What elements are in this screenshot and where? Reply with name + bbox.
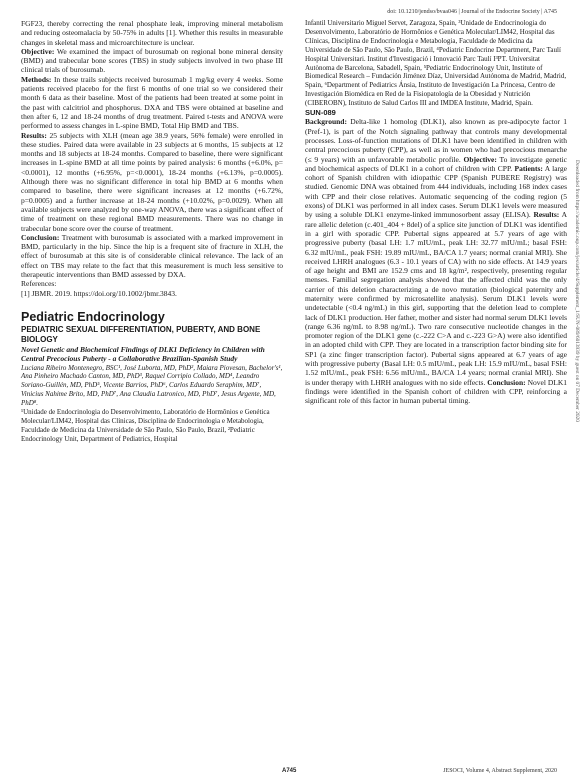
page-number: A745 <box>282 768 297 774</box>
conclusion-text: Novel DLK1 findings were identified in the Spanish cohort of children with CPP, reinforcing a significant role of this factor in human pubertal timing. <box>305 377 568 406</box>
intro-paragraph: FGF23, thereby correcting the renal phosphate leak, improving mineral metabolism and reducing osteomalacia by 50-75% in adults [1]. Whether this results in measurable changes in skeletal mass and microarchitecture is unclear. <box>21 19 283 47</box>
results-label: Results: <box>21 130 47 140</box>
methods-paragraph <box>21 75 283 131</box>
results-text: 25 subjects with XLH (mean age 38.9 years, 56% female) were enrolled in these studies. Paired data were available in 23 subjects at 6 months, 15 subjects at 12 months and 18 subjects at 18-24 months. Compared to baseline, there were significant increases in L-spine BMD at all time points by paired analysis: 6 months (+6.0%, p=<0.0001), 12 months (+6.95%, p=<0.0001), 18-24 months (+6.13%, p=0.0005). Although there was no significant difference in total hip BMD at 6 months when compared to baseline, there were significant increases at 12 months (+6.72%, p=0.0005) and a further increase at 18-24 months (+10.02%, p=0.0029). When all available subjects were analyzed by one-way ANOVA, there was a significant effect of time of treatment on these regional BMD measurements. There was no change in trabecular bone score over the course of treatment. <box>21 130 283 233</box>
article-title: Novel Genetic and Biochemical Findings of DLK1 Deficiency in Children with Central Precocious Puberty - a Collaborative Brazilian-Spanish Study <box>21 344 265 364</box>
patients-label: Patients: <box>514 163 543 173</box>
methods-label: Methods: <box>21 74 52 84</box>
objective-text: We examined the impact of burosumab on regional bone mineral density (BMD) and trabecular bone scores (TBS) in study subjects involved in two phase III clinical trials of burosumab. <box>21 46 283 75</box>
left-column <box>21 19 283 444</box>
abstract-code: SUN-089 <box>305 108 336 118</box>
objective-label: Objective: <box>463 154 497 164</box>
background-label: Background: <box>305 117 347 127</box>
running-header: doi: 10.1210/jendso/bvaa046 | Journal of the Endocrine Society | A745 <box>387 9 557 15</box>
objective-paragraph <box>21 47 283 75</box>
results-label: Results: <box>533 210 560 220</box>
background-paragraph <box>305 117 567 405</box>
references-label: References: <box>21 279 57 289</box>
affiliations-continued: Infantil Universitario Miguel Servet, Zaragoza, Spain, ³Unidade de Endocrinologia do Desenvolvimento, Laboratório de Hormônios e Genética Molecular/LIM42, Hospital das Clínicas, Disciplina de Endocrinologia e Metabologia, Faculdade de Medicina da Universidade de São Paulo, São Paulo, Brazil, ⁴Pediatric Endocrine Department, Parc Taulí Hospital Universitari. Institut d'Investigació i Innovació Parc Taulí I³PT. Universitat Autònoma de Barcelona, Sabadell, Spain, ⁵Pediatric Endocrinology Unit, Institute of Biomedical Research – Fundación Jiménez Díaz, Universidad Autónoma de Madrid, Madrid, Spain, ⁶Department of Pediatrics Ánsia, Instituto de Investigación La Princesa, Centro de Investigación Biomédica en Red de la Fisiopatología de la Obesidad y Nutrición (CIBEROBN), Instituto de Salud Carlos III and IMDEA Institute, Madrid, Spain. <box>305 19 567 108</box>
reference-1: [1] JBMR. 2019. https://doi.org/10.1002/jbmr.3843. <box>21 288 177 298</box>
conclusion-label: Conclusion: <box>21 232 60 242</box>
conclusion-label: Conclusion: <box>487 377 526 387</box>
download-watermark: Downloaded from https://academic.oup.com/jes/article/4/Supplement_1/SUN-089/6013939 by guest on 07 December 2020 <box>574 160 580 422</box>
right-column <box>305 19 567 406</box>
results-text: A rare allelic deletion (c.401_404 + 8del) of a splice site junction of DLK1 was identified in a girl with sporadic CPP. Pubertal signs appeared at 5.7 years of age with progressive puberty (basal LH: 1.7 mIU/mL, peak LH: 32.77 mIU/mL; basal FSH: 6.32 mIU/mL, peak FSH: 19.89 mIU/mL, BA/CA 1.7 years; normal cranial MRI). She received LHRH analogues (6.3 - 10.1 years of CA) with no side effects. At 14.9 years of age height and BMI are 152.9 cms and 18 kg/m², respectively, presenting regular menses. Familial segregation analysis showed that the affected child was the only carrier of this deletion characterizing a de novo mutation (biological paternity and maternity were confirmed by microsatellite analysis). Serum DLK1 levels were undetectable (<0.4 ng/mL) in this girl, supporting that the deletion lead to complete lack of DLK1 production. Her father, mother and sister had normal serum DLK1 levels (range 6.36 ng/mL to 8.98 ng/mL). Two rare consecutive nucleotide changes in the promoter region of the DLK1 gene (c.-222 C>A and c.-223 G>A) were also identified in an adopted child with CPP. They are located in a transcription factor binding site for SP1 (a zinc finger transcription factor). Pubertal signs appeared at 6.7 years of age with progressive puberty (Basal LH: 0.5 mIU/mL, peak LH: 15.9 mIU/mL, basal FSH: 1.52 mIU/mL, peak FSH: 6.56 mIU/mL, BA/CA 1.4 years; normal cranial MRI). She is under therapy with LHRH analogues with no side effects. <box>305 210 568 387</box>
conclusion-text: Treatment with burosumab is associated with a marked improvement in BMD, particularly in the hip. Since the hip is a frequent site of fracture in XLH, the effect of burosumab at this site is of considerable clinical relevance. The lack of an effect on TBS may relate to the fact that this measurement is much less sensitive to therapeutic interventions than BMD assessed by DXA. <box>21 232 283 280</box>
methods-text: In these trails subjects received burosumab 1 mg/kg every 4 weeks. Some patients received placebo for the first 6 months of one trial so we considered their month 6 data as their baseline. Most of the patients had been treated at some point in the past with calcitriol and phosphorus. DXA and TBS were obtained at baseline and then after 6, 12 and 18-24 months of drug treatment. Paired t-tests and ANOVA were performed to assess changes in L-spine BMD, Total Hip BMD and TBS. <box>21 74 283 131</box>
background-text: Delta-like 1 homolog (DLK1), also known as pre-adipocyte factor 1 (Pref-1), is part of the Notch signaling pathway that controls many developmental processes. Loss-of-function mutations of DLK1 have been identified in children with central precocious puberty (CPP), as well as in women who had precocious menarche (≤ 9 years) with an unfavorable metabolic profile. <box>305 117 567 164</box>
section-subtitle: PEDIATRIC SEXUAL DIFFERENTIATION, PUBERTY, AND BONE BIOLOGY <box>21 324 261 344</box>
journal-footer: JESOCI, Volume 4, Abstract Supplement, 2020 <box>443 768 557 774</box>
author-list: Luciana Ribeiro Montenegro, BSC¹, José Luborta, MD, PhD², Maiara Piovesan, Bachelor's¹, Ana Pinheiro Machado Canton, MD, PhD³, Raquel Corripio Collado, MD⁴, Leandro Soriano-Guillén, MD, PhD⁵, Vicente Barrios, PhD⁶, Carlos Eduardo Seraphim, MD⁷, Vinicius Nahime Brito, MD, PhD⁷, Ana Claudia Latronico, MD, PhD⁷, Jesus Argente, MD, PhD⁸. <box>21 363 283 408</box>
affiliations: ¹Unidade de Endocrinologia do Desenvolvimento, Laboratório de Hormônios e Genética Molecular/LIM42, Hospital das Clínicas, Disciplina de Endocrinologia e Metabologia, Faculdade de Medicina da Universidade de São Paulo, São Paulo, Brazil, ²Pediatric Endocrinology Unit, Department of Pediatrics, Hospital <box>21 408 270 443</box>
patients-text: A large cohort of Spanish children with idiopathic CPP (Spanish PUBERE Registry) was studied. Genomic DNA was obtained from 444 individuals, including 168 index cases with CPP and their close relatives. Automatic sequencing of the coding region (5 exons) of DLK1 was performed in all index cases. Serum DLK1 levels were measured by using a soluble DLK1 enzyme-linked immunosorbent assay (ELISA). <box>305 163 567 220</box>
objective-label: Objective: <box>21 46 55 56</box>
section-title: Pediatric Endocrinology <box>21 309 165 324</box>
results-paragraph <box>21 131 283 233</box>
conclusion-paragraph <box>21 233 283 279</box>
objective-text: To investigate genetic and biochemical aspects of DLK1 in a cohort of children with CPP. <box>305 154 568 173</box>
